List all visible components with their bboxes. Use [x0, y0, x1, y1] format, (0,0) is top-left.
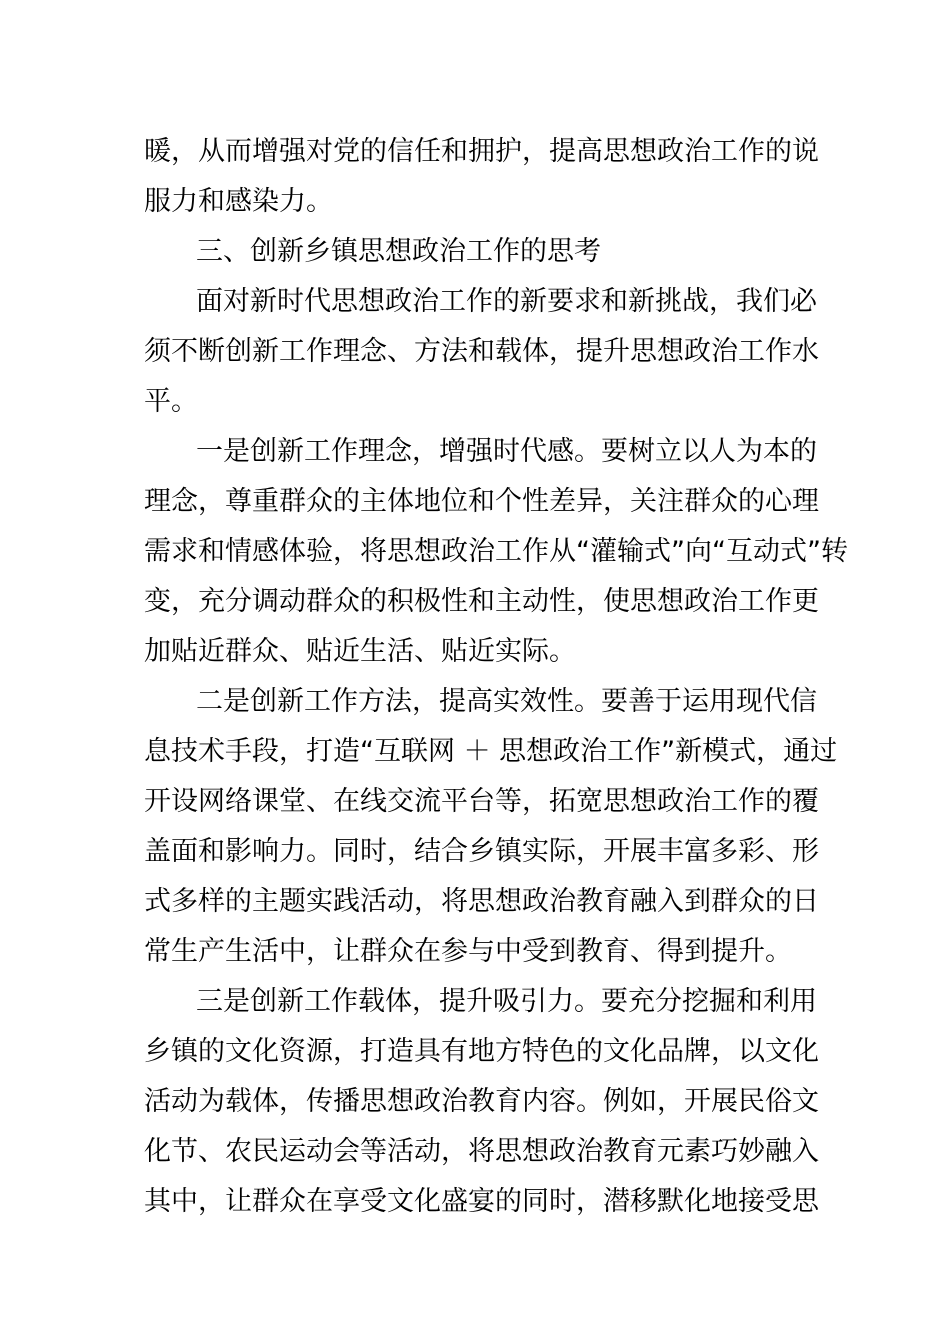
text-line: 面对新时代思想政治工作的新要求和新挑战，我们必	[196, 286, 817, 317]
text-line: 暖，从而增强对党的信任和拥护，提高思想政治工作的说	[144, 136, 819, 167]
text-line: 式多样的主题实践活动，将思想政治教育融入到群众的日	[144, 886, 819, 917]
text-line: 三是创新工作载体，提升吸引力。要充分挖掘和利用	[196, 986, 817, 1017]
section-heading: 三、创新乡镇思想政治工作的思考	[196, 236, 601, 267]
text-line: 服力和感染力。	[144, 186, 333, 217]
text-line: 息技术手段，打造“互联网 ＋ 思想政治工作”新模式，通过	[144, 736, 838, 767]
text-line: 开设网络课堂、在线交流平台等，拓宽思想政治工作的覆	[144, 786, 819, 817]
text-line: 需求和情感体验，将思想政治工作从“灌输式”向“互动式”转	[144, 536, 848, 567]
text-line: 盖面和影响力。同时，结合乡镇实际，开展丰富多彩、形	[144, 836, 819, 867]
text-line: 变，充分调动群众的积极性和主动性，使思想政治工作更	[144, 586, 819, 617]
text-line: 化节、农民运动会等活动，将思想政治教育元素巧妙融入	[144, 1136, 819, 1167]
text-line: 常生产生活中，让群众在参与中受到教育、得到提升。	[144, 936, 792, 967]
text-line: 其中，让群众在享受文化盛宴的同时，潜移默化地接受思	[144, 1186, 819, 1217]
text-line: 一是创新工作理念，增强时代感。要树立以人为本的	[196, 436, 817, 467]
text-line: 平。	[144, 386, 198, 417]
text-line: 活动为载体，传播思想政治教育内容。例如，开展民俗文	[144, 1086, 819, 1117]
text-line: 须不断创新工作理念、方法和载体，提升思想政治工作水	[144, 336, 819, 367]
text-line: 加贴近群众、贴近生活、贴近实际。	[144, 636, 576, 667]
text-line: 理念，尊重群众的主体地位和个性差异，关注群众的心理	[144, 486, 819, 517]
text-line: 二是创新工作方法，提高实效性。要善于运用现代信	[196, 686, 817, 717]
text-line: 乡镇的文化资源，打造具有地方特色的文化品牌，以文化	[144, 1036, 819, 1067]
